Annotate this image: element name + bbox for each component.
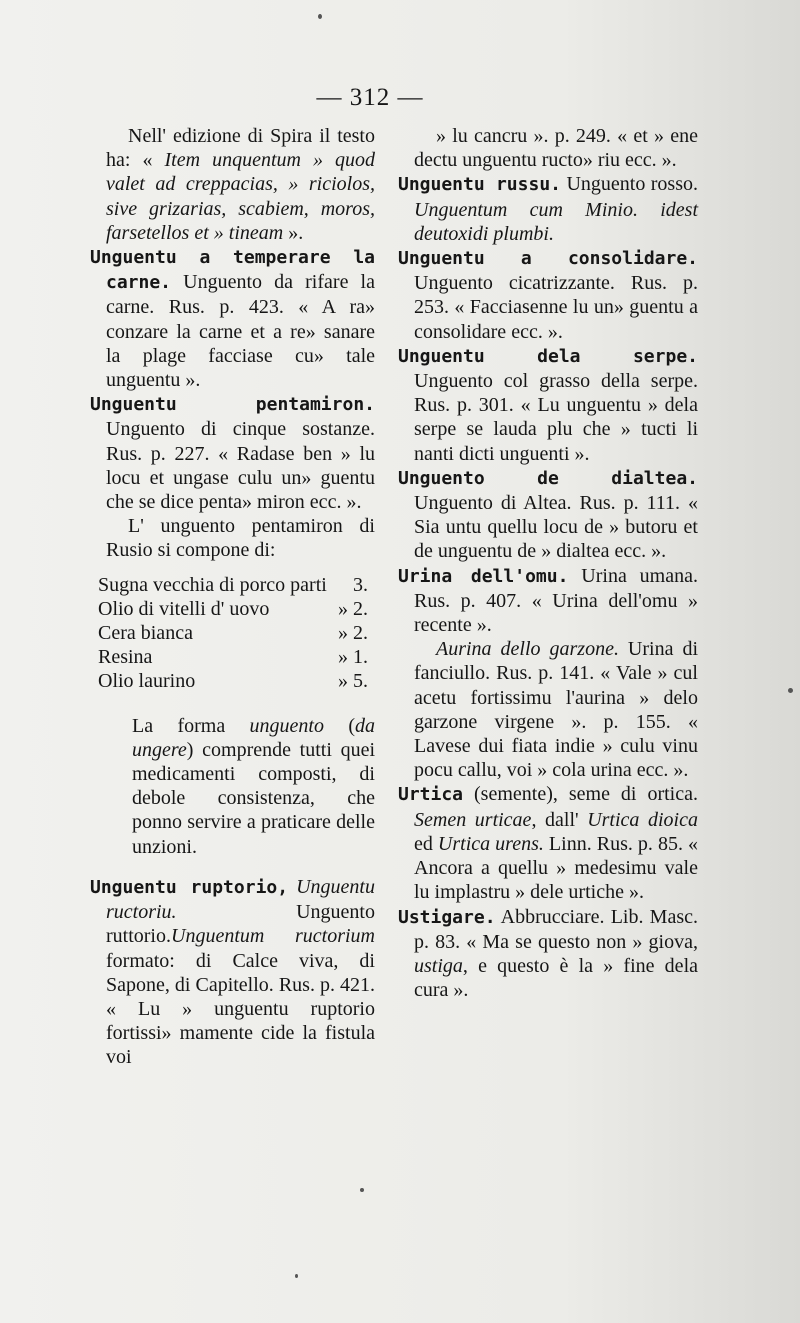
- headword: Unguentu ruptorio,: [90, 876, 289, 898]
- dictionary-entry: Unguentu dela serpe. Unguento col grasso della serpe. Rus. p. 301. « Lu unguentu » dela serpe se lauda plu che » tucti li nanti dicti unguenti ».: [398, 345, 698, 465]
- headword: Urina dell'omu.: [398, 565, 569, 587]
- recipe-table: [98, 573, 368, 694]
- paper-speck: [318, 14, 322, 19]
- dictionary-entry: Unguentu pentamiron. Unguento di cinque sostanze. Rus. p. 227. « Radase ben » lu locu et ungase culu un» guentu che se dice penta» miron ecc. ».: [90, 394, 375, 514]
- paragraph: Nell' edizione di Spira il testo ha: « Item unquentum » quod valet ad creppacias, » riciolos, sive grizarias, scabiem, moros, farsetellos et » tineam ».: [106, 125, 375, 244]
- continuation-text: » lu cancru ». p. 249. « et » ene dectu unguentu ructo» riu ecc. ».: [414, 125, 698, 172]
- paper-speck: [360, 1188, 364, 1192]
- headword: Unguento de dialtea.: [398, 467, 698, 489]
- right-column: [398, 124, 698, 1002]
- headword: Unguentu a temperare la carne.: [90, 247, 375, 294]
- headword: Ustigare.: [398, 906, 496, 928]
- recipe-row: Olio di vitelli d' uovo » 2.: [98, 597, 368, 620]
- paragraph: L' unguento pentamiron di Rusio si compone di:: [106, 515, 375, 562]
- paper-speck: [788, 688, 793, 693]
- recipe-row: Olio laurino » 5.: [98, 670, 368, 693]
- headword: Unguentu pentamiron.: [90, 394, 375, 416]
- recipe-row: Resina » 1.: [98, 646, 368, 669]
- dictionary-entry: Unguento de dialtea. Unguento di Altea. Rus. p. 111. « Sia untu quellu locu de » butoru et de unguentu de » dialtea ecc. ».: [398, 467, 698, 563]
- page-number: — 312 —: [316, 84, 424, 111]
- paragraph: Aurina dello garzone. Urina di fanciullo. Rus. p. 141. « Vale » cul acetu fortissimu l'aurina » delo garzone virgene ». p. 155. « Lavese dui fiata indie » culu vinu pocu callu, voi » cola urina ecc. ».: [414, 638, 698, 782]
- dictionary-entry: Unguentu ruptorio, Unguentu ructoriu. Unguento ruttorio.Unguentum ructorium formato: di Calce viva, di Sapone, di Capitello. Rus. p. 421. « Lu » unguentu ruptorio fortissi» mamente cide la fistula voi: [90, 875, 375, 1069]
- dictionary-entry: Urina dell'omu. Urina umana. Rus. p. 407. « Urina dell'omu » recente ».: [398, 564, 698, 637]
- headword: Unguentu russu.: [398, 174, 561, 196]
- recipe-row: Sugna vecchia di porco parti 3.: [98, 573, 368, 596]
- headword: Urtica: [398, 784, 464, 806]
- dictionary-entry: Unguentu a temperare la carne. Unguento da rifare la carne. Rus. p. 423. « A ra» conzare la carne et a re» sanare la plage facciase cu» tale unguentu ».: [90, 247, 375, 392]
- paper-speck: [295, 1274, 298, 1278]
- dictionary-entry: Urtica (semente), seme di ortica. Semen urticae, dall' Urtica dioica ed Urtica urens. Linn. Rus. p. 85. « Ancora a quellu » medesimu vale lu implastru » dele urtiche ».: [398, 783, 698, 904]
- headword: Unguentu a consolidare.: [398, 248, 698, 270]
- footnote-paragraph: La forma unguento (da ungere) comprende tutti quei medicamenti composti, di debole consistenza, che ponno servire a praticare delle unzioni.: [132, 714, 375, 858]
- dictionary-entry: Ustigare. Abbrucciare. Lib. Masc. p. 83. « Ma se questo non » giova, ustiga, e questo è la » fine dela cura ».: [398, 905, 698, 1002]
- dictionary-entry: Unguentu a consolidare. Unguento cicatrizzante. Rus. p. 253. « Facciasenne lu un» guentu a consolidare ecc. ».: [398, 248, 698, 343]
- dictionary-entry: Unguentu russu. Unguento rosso. Unguentum cum Minio. idest deutoxidi plumbi.: [398, 173, 698, 245]
- left-column: [90, 124, 375, 1070]
- headword: Unguentu dela serpe.: [398, 345, 698, 367]
- recipe-row: Cera bianca » 2.: [98, 622, 368, 645]
